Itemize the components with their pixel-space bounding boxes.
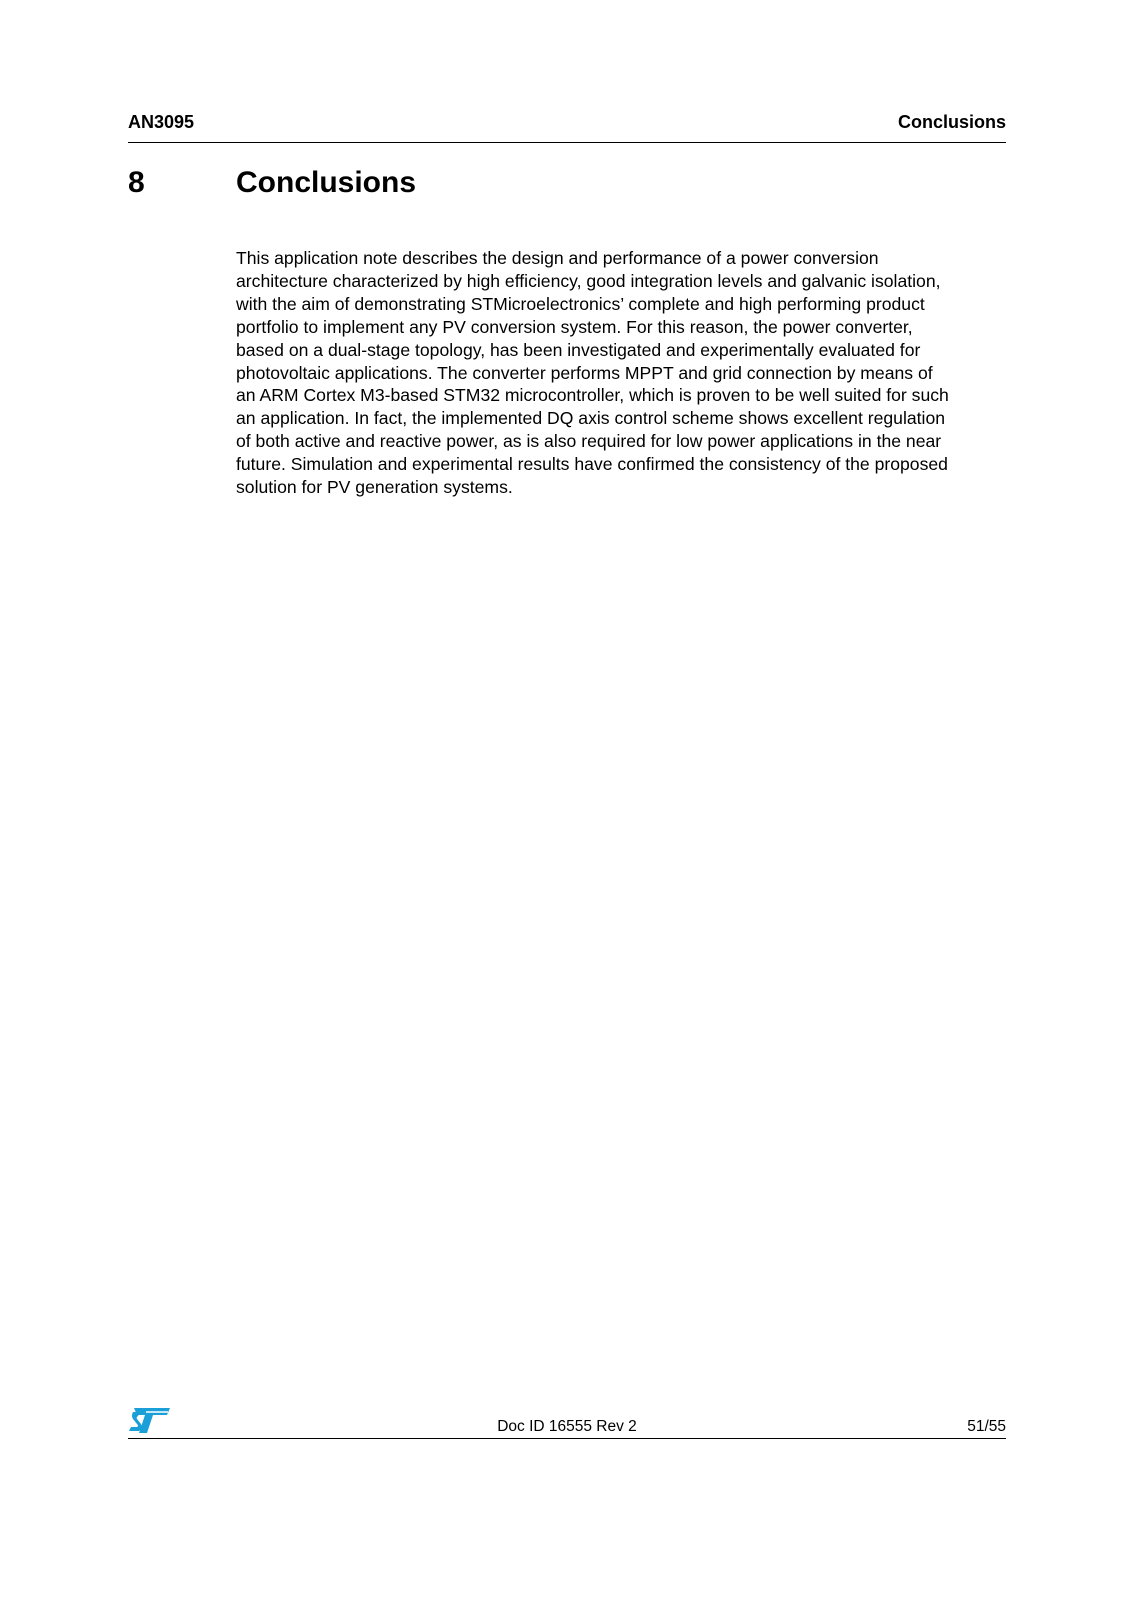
body-line: an ARM Cortex M3-based STM32 microcontroller, which is proven to be well suited for such [236, 385, 949, 406]
page-footer [128, 1406, 1006, 1439]
chapter-number: 8 [128, 166, 145, 199]
header-section-name: Conclusions [897, 112, 1006, 132]
footer-doc-id: Doc ID 16555 Rev 2 [497, 1418, 637, 1435]
body-line: architecture characterized by high efficiency, good integration levels and galvanic isolation, [236, 270, 941, 291]
footer-page-number: 51/55 [967, 1418, 1006, 1435]
chapter-title: Conclusions [236, 166, 417, 199]
body-line: This application note describes the design and performance of a power conversion [236, 248, 879, 268]
body-line: photovoltaic applications. The converter performs MPPT and grid connection by means of [236, 362, 933, 383]
body-line: of both active and reactive power, as is also required for low power applications in the near [236, 431, 942, 452]
header-doc-code: AN3095 [128, 112, 195, 132]
body-line: future. Simulation and experimental results have confirmed the consistency of the proposed [236, 454, 948, 475]
body-line: solution for PV generation systems. [236, 477, 513, 498]
body-line: an application. In fact, the implemented DQ axis control scheme shows excellent regulation [236, 408, 946, 429]
page-header [128, 108, 1006, 143]
body-paragraph [236, 247, 1006, 499]
body-line: based on a dual-stage topology, has been investigated and experimentally evaluated for [236, 339, 921, 360]
body-line: with the aim of demonstrating STMicroelectronics’ complete and high performing product [236, 293, 925, 314]
body-line: portfolio to implement any PV conversion system. For this reason, the power converter, [236, 316, 913, 337]
